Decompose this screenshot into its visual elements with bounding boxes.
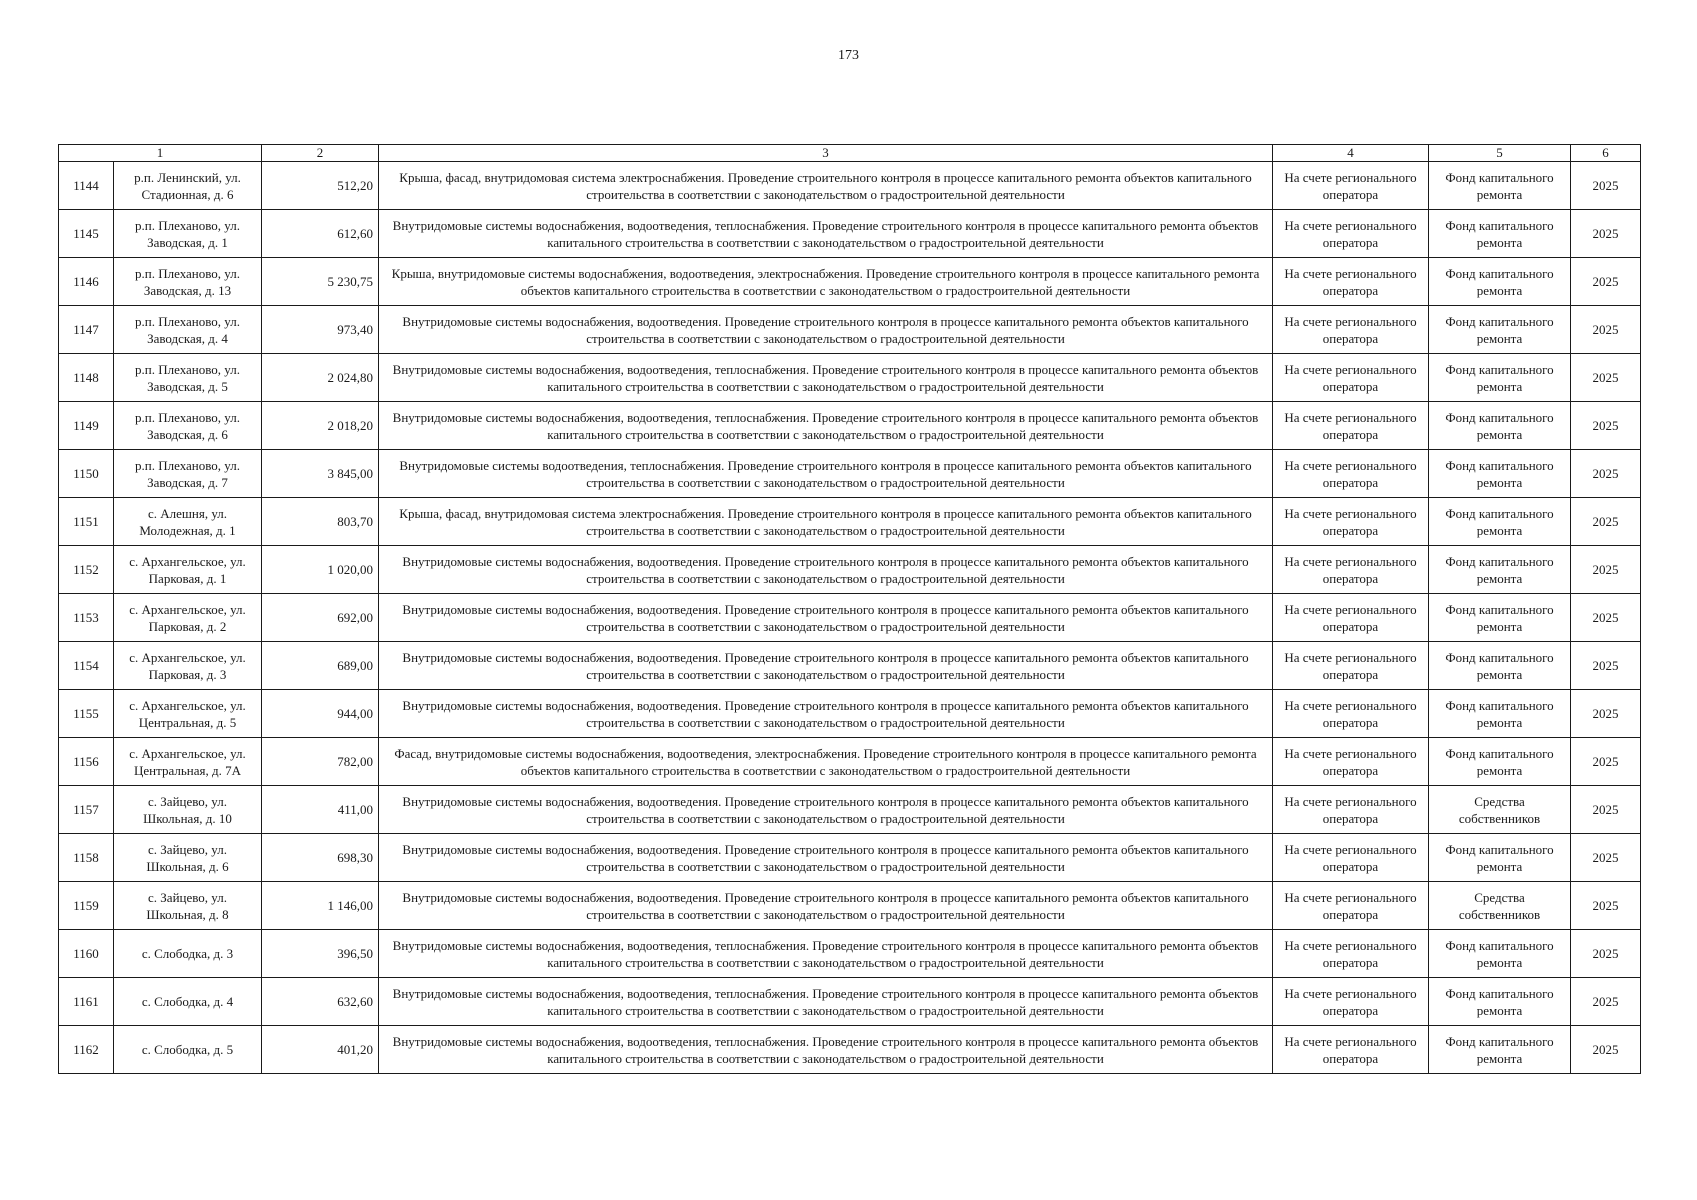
area-cell: 973,40 — [262, 306, 379, 354]
account-type-cell: На счете регионального оператора — [1273, 498, 1429, 546]
row-number: 1144 — [59, 162, 114, 210]
account-type-cell: На счете регионального оператора — [1273, 402, 1429, 450]
works-description-cell: Фасад, внутридомовые системы водоснабжения, водоотведения, электроснабжения. Проведение строительного контроля в процессе капитального ремонта объектов капитального строительства в соответствии с законодательством о градостроительной деятельности — [379, 738, 1273, 786]
account-type-cell: На счете регионального оператора — [1273, 210, 1429, 258]
address-cell: с. Зайцево, ул. Школьная, д. 6 — [114, 834, 262, 882]
area-cell: 944,00 — [262, 690, 379, 738]
funding-source-cell: Фонд капитального ремонта — [1429, 210, 1571, 258]
area-cell: 401,20 — [262, 1026, 379, 1074]
account-type-cell: На счете регионального оператора — [1273, 786, 1429, 834]
area-cell: 612,60 — [262, 210, 379, 258]
account-type-cell: На счете регионального оператора — [1273, 834, 1429, 882]
table-row — [59, 594, 1641, 642]
address-cell: с. Алешня, ул. Молодежная, д. 1 — [114, 498, 262, 546]
year-cell: 2025 — [1571, 690, 1641, 738]
year-cell: 2025 — [1571, 162, 1641, 210]
funding-source-cell: Фонд капитального ремонта — [1429, 690, 1571, 738]
table-row — [59, 930, 1641, 978]
table-row — [59, 306, 1641, 354]
area-cell: 782,00 — [262, 738, 379, 786]
row-number: 1155 — [59, 690, 114, 738]
funding-source-cell: Фонд капитального ремонта — [1429, 258, 1571, 306]
row-number: 1158 — [59, 834, 114, 882]
works-description-cell: Крыша, фасад, внутридомовая система электроснабжения. Проведение строительного контроля в процессе капитального ремонта объектов капитального строительства в соответствии с законодательством о градостроительной деятельности — [379, 162, 1273, 210]
address-cell: р.п. Плеханово, ул. Заводская, д. 13 — [114, 258, 262, 306]
table-row — [59, 402, 1641, 450]
works-description-cell: Внутридомовые системы водоснабжения, водоотведения. Проведение строительного контроля в процессе капитального ремонта объектов капитального строительства в соответствии с законодательством о градостроительной деятельности — [379, 786, 1273, 834]
funding-source-cell: Фонд капитального ремонта — [1429, 546, 1571, 594]
area-cell: 3 845,00 — [262, 450, 379, 498]
page-number: 173 — [838, 48, 859, 63]
works-description-cell: Внутридомовые системы водоотведения, теплоснабжения. Проведение строительного контроля в процессе капитального ремонта объектов капитального строительства в соответствии с законодательством о градостроительной деятельности — [379, 450, 1273, 498]
year-cell: 2025 — [1571, 450, 1641, 498]
account-type-cell: На счете регионального оператора — [1273, 162, 1429, 210]
works-description-cell: Внутридомовые системы водоснабжения, водоотведения. Проведение строительного контроля в процессе капитального ремонта объектов капитального строительства в соответствии с законодательством о градостроительной деятельности — [379, 690, 1273, 738]
year-cell: 2025 — [1571, 258, 1641, 306]
funding-source-cell: Средства собственников — [1429, 882, 1571, 930]
year-cell: 2025 — [1571, 978, 1641, 1026]
address-cell: р.п. Плеханово, ул. Заводская, д. 1 — [114, 210, 262, 258]
year-cell: 2025 — [1571, 546, 1641, 594]
address-cell: с. Архангельское, ул. Парковая, д. 3 — [114, 642, 262, 690]
funding-source-cell: Фонд капитального ремонта — [1429, 642, 1571, 690]
row-number: 1148 — [59, 354, 114, 402]
address-cell: р.п. Ленинский, ул. Стадионная, д. 6 — [114, 162, 262, 210]
works-description-cell: Внутридомовые системы водоснабжения, водоотведения. Проведение строительного контроля в процессе капитального ремонта объектов капитального строительства в соответствии с законодательством о градостроительной деятельности — [379, 546, 1273, 594]
account-type-cell: На счете регионального оператора — [1273, 882, 1429, 930]
funding-source-cell: Фонд капитального ремонта — [1429, 978, 1571, 1026]
account-type-cell: На счете регионального оператора — [1273, 594, 1429, 642]
table-row — [59, 1026, 1641, 1074]
year-cell: 2025 — [1571, 354, 1641, 402]
row-number: 1146 — [59, 258, 114, 306]
column-header: 6 — [1571, 145, 1641, 162]
funding-source-cell: Фонд капитального ремонта — [1429, 162, 1571, 210]
area-cell: 1 020,00 — [262, 546, 379, 594]
works-description-cell: Крыша, внутридомовые системы водоснабжения, водоотведения, электроснабжения. Проведение строительного контроля в процессе капитального ремонта объектов капитального строительства в соответствии с законодательством о градостроительной деятельности — [379, 258, 1273, 306]
works-description-cell: Внутридомовые системы водоснабжения, водоотведения. Проведение строительного контроля в процессе капитального ремонта объектов капитального строительства в соответствии с законодательством о градостроительной деятельности — [379, 834, 1273, 882]
address-cell: с. Архангельское, ул. Центральная, д. 5 — [114, 690, 262, 738]
account-type-cell: На счете регионального оператора — [1273, 354, 1429, 402]
address-cell: с. Зайцево, ул. Школьная, д. 8 — [114, 882, 262, 930]
table-row — [59, 210, 1641, 258]
account-type-cell: На счете регионального оператора — [1273, 978, 1429, 1026]
funding-source-cell: Фонд капитального ремонта — [1429, 498, 1571, 546]
table-row — [59, 882, 1641, 930]
account-type-cell: На счете регионального оператора — [1273, 258, 1429, 306]
column-header: 3 — [379, 145, 1273, 162]
address-cell: с. Архангельское, ул. Парковая, д. 2 — [114, 594, 262, 642]
table-row — [59, 690, 1641, 738]
address-cell: с. Слободка, д. 3 — [114, 930, 262, 978]
address-cell: р.п. Плеханово, ул. Заводская, д. 7 — [114, 450, 262, 498]
repair-plan-table — [58, 144, 1641, 1074]
year-cell: 2025 — [1571, 834, 1641, 882]
address-cell: р.п. Плеханово, ул. Заводская, д. 4 — [114, 306, 262, 354]
works-description-cell: Внутридомовые системы водоснабжения, водоотведения, теплоснабжения. Проведение строительного контроля в процессе капитального ремонта объектов капитального строительства в соответствии с законодательством о градостроительной деятельности — [379, 930, 1273, 978]
works-description-cell: Внутридомовые системы водоснабжения, водоотведения. Проведение строительного контроля в процессе капитального ремонта объектов капитального строительства в соответствии с законодательством о градостроительной деятельности — [379, 642, 1273, 690]
table-body — [59, 145, 1641, 1074]
funding-source-cell: Фонд капитального ремонта — [1429, 834, 1571, 882]
works-description-cell: Внутридомовые системы водоснабжения, водоотведения, теплоснабжения. Проведение строительного контроля в процессе капитального ремонта объектов капитального строительства в соответствии с законодательством о градостроительной деятельности — [379, 978, 1273, 1026]
address-cell: р.п. Плеханово, ул. Заводская, д. 5 — [114, 354, 262, 402]
account-type-cell: На счете регионального оператора — [1273, 306, 1429, 354]
funding-source-cell: Средства собственников — [1429, 786, 1571, 834]
row-number: 1150 — [59, 450, 114, 498]
account-type-cell: На счете регионального оператора — [1273, 1026, 1429, 1074]
address-cell: с. Слободка, д. 5 — [114, 1026, 262, 1074]
row-number: 1151 — [59, 498, 114, 546]
account-type-cell: На счете регионального оператора — [1273, 930, 1429, 978]
year-cell: 2025 — [1571, 498, 1641, 546]
row-number: 1160 — [59, 930, 114, 978]
row-number: 1153 — [59, 594, 114, 642]
year-cell: 2025 — [1571, 402, 1641, 450]
year-cell: 2025 — [1571, 930, 1641, 978]
column-header: 5 — [1429, 145, 1571, 162]
address-cell: с. Архангельское, ул. Парковая, д. 1 — [114, 546, 262, 594]
area-cell: 411,00 — [262, 786, 379, 834]
works-description-cell: Внутридомовые системы водоснабжения, водоотведения. Проведение строительного контроля в процессе капитального ремонта объектов капитального строительства в соответствии с законодательством о градостроительной деятельности — [379, 882, 1273, 930]
table-row — [59, 498, 1641, 546]
year-cell: 2025 — [1571, 642, 1641, 690]
works-description-cell: Внутридомовые системы водоснабжения, водоотведения, теплоснабжения. Проведение строительного контроля в процессе капитального ремонта объектов капитального строительства в соответствии с законодательством о градостроительной деятельности — [379, 1026, 1273, 1074]
account-type-cell: На счете регионального оператора — [1273, 450, 1429, 498]
funding-source-cell: Фонд капитального ремонта — [1429, 450, 1571, 498]
account-type-cell: На счете регионального оператора — [1273, 738, 1429, 786]
table-row — [59, 978, 1641, 1026]
year-cell: 2025 — [1571, 882, 1641, 930]
row-number: 1145 — [59, 210, 114, 258]
works-description-cell: Внутридомовые системы водоснабжения, водоотведения. Проведение строительного контроля в процессе капитального ремонта объектов капитального строительства в соответствии с законодательством о градостроительной деятельности — [379, 594, 1273, 642]
row-number: 1162 — [59, 1026, 114, 1074]
table-row — [59, 834, 1641, 882]
funding-source-cell: Фонд капитального ремонта — [1429, 738, 1571, 786]
column-header: 1 — [59, 145, 262, 162]
address-cell: р.п. Плеханово, ул. Заводская, д. 6 — [114, 402, 262, 450]
address-cell: с. Архангельское, ул. Центральная, д. 7А — [114, 738, 262, 786]
row-number: 1154 — [59, 642, 114, 690]
table-row — [59, 162, 1641, 210]
funding-source-cell: Фонд капитального ремонта — [1429, 930, 1571, 978]
year-cell: 2025 — [1571, 1026, 1641, 1074]
area-cell: 692,00 — [262, 594, 379, 642]
works-description-cell: Крыша, фасад, внутридомовая система электроснабжения. Проведение строительного контроля в процессе капитального ремонта объектов капитального строительства в соответствии с законодательством о градостроительной деятельности — [379, 498, 1273, 546]
funding-source-cell: Фонд капитального ремонта — [1429, 594, 1571, 642]
table-row — [59, 786, 1641, 834]
funding-source-cell: Фонд капитального ремонта — [1429, 354, 1571, 402]
funding-source-cell: Фонд капитального ремонта — [1429, 306, 1571, 354]
row-number: 1157 — [59, 786, 114, 834]
area-cell: 2 024,80 — [262, 354, 379, 402]
area-cell: 632,60 — [262, 978, 379, 1026]
area-cell: 803,70 — [262, 498, 379, 546]
table-row — [59, 642, 1641, 690]
funding-source-cell: Фонд капитального ремонта — [1429, 402, 1571, 450]
address-cell: с. Зайцево, ул. Школьная, д. 10 — [114, 786, 262, 834]
works-description-cell: Внутридомовые системы водоснабжения, водоотведения. Проведение строительного контроля в процессе капитального ремонта объектов капитального строительства в соответствии с законодательством о градостроительной деятельности — [379, 306, 1273, 354]
row-number: 1159 — [59, 882, 114, 930]
account-type-cell: На счете регионального оператора — [1273, 546, 1429, 594]
account-type-cell: На счете регионального оператора — [1273, 690, 1429, 738]
year-cell: 2025 — [1571, 594, 1641, 642]
table-row — [59, 354, 1641, 402]
works-description-cell: Внутридомовые системы водоснабжения, водоотведения, теплоснабжения. Проведение строительного контроля в процессе капитального ремонта объектов капитального строительства в соответствии с законодательством о градостроительной деятельности — [379, 402, 1273, 450]
table-row — [59, 450, 1641, 498]
row-number: 1161 — [59, 978, 114, 1026]
funding-source-cell: Фонд капитального ремонта — [1429, 1026, 1571, 1074]
area-cell: 689,00 — [262, 642, 379, 690]
row-number: 1147 — [59, 306, 114, 354]
column-header: 2 — [262, 145, 379, 162]
year-cell: 2025 — [1571, 210, 1641, 258]
table-row — [59, 258, 1641, 306]
column-header: 4 — [1273, 145, 1429, 162]
account-type-cell: На счете регионального оператора — [1273, 642, 1429, 690]
year-cell: 2025 — [1571, 306, 1641, 354]
area-cell: 698,30 — [262, 834, 379, 882]
column-number-header-row — [59, 145, 1641, 162]
row-number: 1156 — [59, 738, 114, 786]
area-cell: 512,20 — [262, 162, 379, 210]
area-cell: 2 018,20 — [262, 402, 379, 450]
area-cell: 1 146,00 — [262, 882, 379, 930]
table-row — [59, 546, 1641, 594]
address-cell: с. Слободка, д. 4 — [114, 978, 262, 1026]
table-row — [59, 738, 1641, 786]
works-description-cell: Внутридомовые системы водоснабжения, водоотведения, теплоснабжения. Проведение строительного контроля в процессе капитального ремонта объектов капитального строительства в соответствии с законодательством о градостроительной деятельности — [379, 210, 1273, 258]
area-cell: 396,50 — [262, 930, 379, 978]
row-number: 1152 — [59, 546, 114, 594]
area-cell: 5 230,75 — [262, 258, 379, 306]
row-number: 1149 — [59, 402, 114, 450]
year-cell: 2025 — [1571, 738, 1641, 786]
year-cell: 2025 — [1571, 786, 1641, 834]
works-description-cell: Внутридомовые системы водоснабжения, водоотведения, теплоснабжения. Проведение строительного контроля в процессе капитального ремонта объектов капитального строительства в соответствии с законодательством о градостроительной деятельности — [379, 354, 1273, 402]
